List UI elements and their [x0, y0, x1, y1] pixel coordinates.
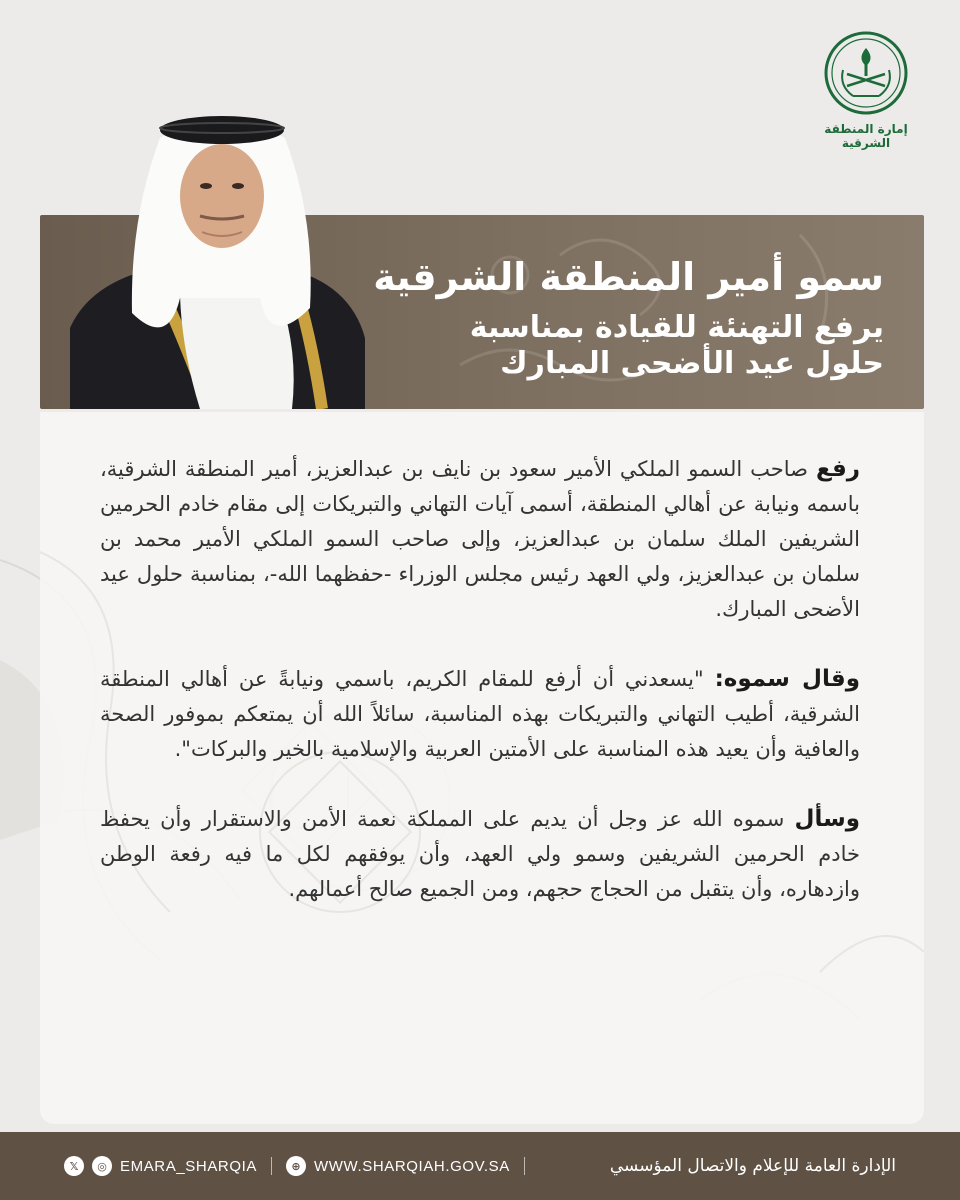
globe-icon: ⊕ — [286, 1156, 306, 1176]
x-icon[interactable]: 𝕏 — [64, 1156, 84, 1176]
logo-caption: إمارة المنطقة الشرقية — [824, 122, 908, 150]
paragraph-2-lead: وقال سموه: — [714, 666, 860, 692]
paragraph-1-lead: رفع — [815, 456, 860, 482]
headline-title: سمو أمير المنطقة الشرقية — [373, 255, 884, 299]
footer — [0, 1132, 960, 1200]
paragraph-3 — [100, 802, 860, 907]
department-name: الإدارة العامة للإعلام والاتصال المؤسسي — [609, 1156, 896, 1176]
paragraph-2-text: "يسعدني أن أرفع للمقام الكريم، باسمي ونيابةً عن أهالي المنطقة الشرقية، أطيب التهاني والتبريكات بهذه المناسبة، سائلاً الله أن يمتعكم بموفور الصحة والعافية وأن يعيد هذه المناسبة على الأمتين العربية والإسلامية بالخير والبركات". — [100, 667, 860, 761]
paragraph-1-text: صاحب السمو الملكي الأمير سعود بن نايف بن عبدالعزيز، أمير المنطقة الشرقية، باسمه ونيابة عن أهالي المنطقة، أسمى آيات التهاني والتبريكات إلى مقام خادم الحرمين الشريفين الملك سلمان بن عبدالعزيز، وإلى صاحب السمو الملكي الأمير محمد بن سلمان بن عبدالعزيز، ولي العهد رئيس مجلس الوزراء -حفظهما الله-، بمناسبة حلول عيد الأضحى المبارك. — [100, 457, 860, 621]
footer-divider-2 — [524, 1157, 525, 1175]
logo — [816, 30, 916, 150]
headline-subtitle-1: يرفع التهنئة للقيادة بمناسبة — [469, 310, 884, 345]
paragraph-2 — [100, 662, 860, 767]
headline — [344, 254, 884, 382]
headline-subtitle-2: حلول عيد الأضحى المبارك — [500, 346, 884, 381]
paragraph-3-text: سموه الله عز وجل أن يديم على المملكة نعمة الأمن والاستقرار وأن يحفظ خادم الحرمين الشريفين وسمو ولي العهد، وأن يوفقهم لكل ما فيه رفعة الوطن وازدهاره، وأن يتقبل من الحجاج حجهم، ومن الجميع صالح أعمالهم. — [100, 807, 860, 901]
prince-portrait — [60, 98, 380, 409]
website-link[interactable]: WWW.SHARQIAH.GOV.SA — [314, 1157, 510, 1175]
instagram-icon[interactable]: ◎ — [92, 1156, 112, 1176]
paragraph-1 — [100, 452, 860, 627]
footer-divider — [271, 1157, 272, 1175]
footer-contacts — [64, 1156, 531, 1176]
paragraph-3-lead: وسأل — [794, 806, 860, 832]
article-card — [40, 412, 924, 1124]
saudi-emblem-icon — [823, 30, 909, 116]
article-body — [100, 452, 860, 942]
social-handle[interactable]: EMARA_SHARQIA — [120, 1157, 257, 1175]
